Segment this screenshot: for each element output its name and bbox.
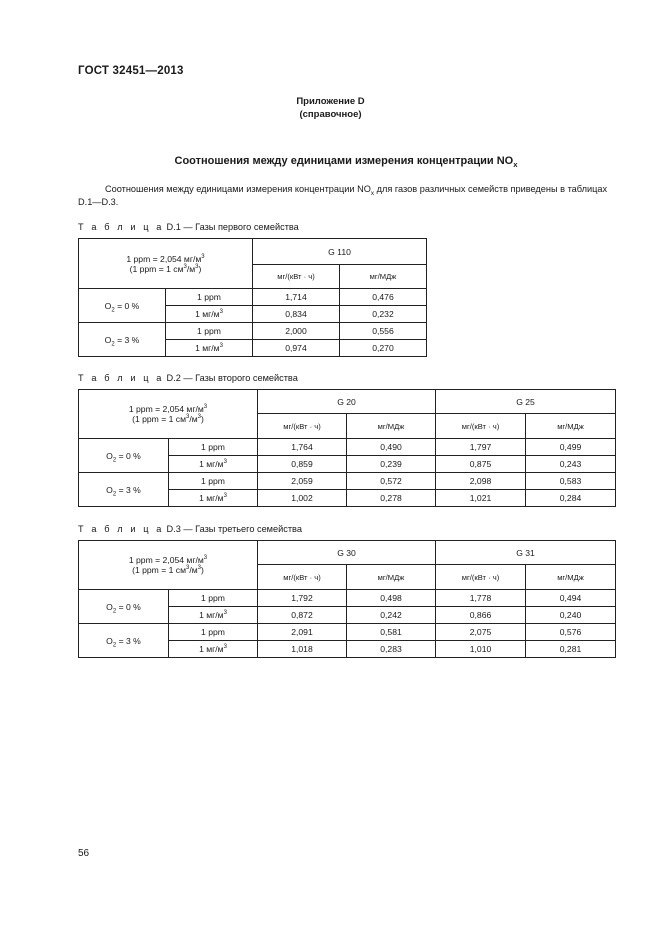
unit-label: 1 ppm [169,439,258,456]
intro-paragraph: Соотношения между единицами измерения концентрации $NO_x$ для газов различных семейств приведены в таблицах D.1—D.3. [78,184,608,207]
data-table-d1 [78,238,427,357]
value-cell: 2,059 [258,473,347,490]
unit-header: мг/(кВт · ч) [258,565,347,590]
gas-header: G 31 [436,541,616,565]
unit-header: мг/МДж [347,414,436,439]
page-number: 56 [78,848,90,859]
table-caption: Т а б л и ц а D.1 — Газы первого семейства [78,222,299,232]
unit-header: мг/(кВт · ч) [436,565,526,590]
appendix-note: (справочное) [299,109,362,120]
value-cell: 0,581 [347,624,436,641]
o2-label: $O_2 = 0$ % [79,590,169,624]
value-cell: 1,778 [436,590,526,607]
table-caption: Т а б л и ц а D.2 — Газы второго семейства [78,373,298,383]
value-cell: 0,556 [340,323,427,340]
value-cell: 0,240 [526,607,616,624]
unit-label: 1 ppm [169,590,258,607]
unit-header: мг/(кВт · ч) [258,414,347,439]
unit-label: 1 $мг/м^3$ [169,641,258,658]
value-cell: 0,866 [436,607,526,624]
unit-header: мг/МДж [340,265,427,289]
o2-label: $O_2 = 3$ % [79,624,169,658]
value-cell: 0,243 [526,456,616,473]
gas-header: G 25 [436,390,616,414]
value-cell: 0,834 [253,306,340,323]
value-cell: 2,075 [436,624,526,641]
unit-label: 1 ppm [166,323,253,340]
value-cell: 1,010 [436,641,526,658]
document-code: ГОСТ 32451—2013 [78,65,184,77]
value-cell: 2,000 [253,323,340,340]
unit-label: 1 $мг/м^3$ [169,490,258,507]
table-corner-cell: 1 ppm = 2,054 $мг/м^3$ (1 ppm = 1 $см^3/м^3$) [79,239,253,289]
unit-header: мг/МДж [347,565,436,590]
table-corner-cell: 1 ppm = 2,054 $мг/м^3$ (1 ppm = 1 $см^3/м^3$) [79,390,258,439]
unit-label: 1 ppm [169,624,258,641]
o2-label: $O_2 = 0$ % [79,439,169,473]
value-cell: 0,583 [526,473,616,490]
value-cell: 0,281 [526,641,616,658]
value-cell: 1,021 [436,490,526,507]
value-cell: 0,490 [347,439,436,456]
value-cell: 0,494 [526,590,616,607]
value-cell: 0,872 [258,607,347,624]
value-cell: 0,232 [340,306,427,323]
value-cell: 0,576 [526,624,616,641]
unit-label: 1 $мг/м^3$ [169,607,258,624]
unit-header: мг/(кВт · ч) [436,414,526,439]
gas-header: G 30 [258,541,436,565]
value-cell: 0,499 [526,439,616,456]
value-cell: 1,714 [253,289,340,306]
unit-header: мг/МДж [526,565,616,590]
gas-header: G 20 [258,390,436,414]
data-table-d2 [78,389,616,507]
value-cell: 1,797 [436,439,526,456]
table-caption: Т а б л и ц а D.3 — Газы третьего семейства [78,524,302,534]
unit-label: 1 $мг/м^3$ [166,306,253,323]
value-cell: 1,002 [258,490,347,507]
table-corner-cell: 1 ppm = 2,054 $мг/м^3$ (1 ppm = 1 $см^3/м^3$) [79,541,258,590]
value-cell: 0,498 [347,590,436,607]
value-cell: 0,284 [526,490,616,507]
value-cell: 0,270 [340,340,427,357]
unit-header: мг/(кВт · ч) [253,265,340,289]
unit-label: 1 $мг/м^3$ [166,340,253,357]
o2-label: $O_2 = 0$ % [79,289,166,323]
unit-label: 1 ppm [169,473,258,490]
value-cell: 0,278 [347,490,436,507]
value-cell: 1,764 [258,439,347,456]
value-cell: 0,572 [347,473,436,490]
unit-label: 1 $мг/м^3$ [169,456,258,473]
unit-header: мг/МДж [526,414,616,439]
section-title: Соотношения между единицами измерения концентрации $NO_x$ [174,155,518,170]
unit-label: 1 ppm [166,289,253,306]
value-cell: 1,792 [258,590,347,607]
o2-label: $O_2 = 3$ % [79,473,169,507]
o2-label: $O_2 = 3$ % [79,323,166,357]
value-cell: 2,091 [258,624,347,641]
value-cell: 0,859 [258,456,347,473]
appendix-title: Приложение D [296,96,365,107]
value-cell: 0,974 [253,340,340,357]
value-cell: 0,875 [436,456,526,473]
value-cell: 0,476 [340,289,427,306]
value-cell: 0,242 [347,607,436,624]
gas-header: G 110 [253,239,427,265]
value-cell: 1,018 [258,641,347,658]
value-cell: 0,239 [347,456,436,473]
data-table-d3 [78,540,616,658]
value-cell: 0,283 [347,641,436,658]
value-cell: 2,098 [436,473,526,490]
